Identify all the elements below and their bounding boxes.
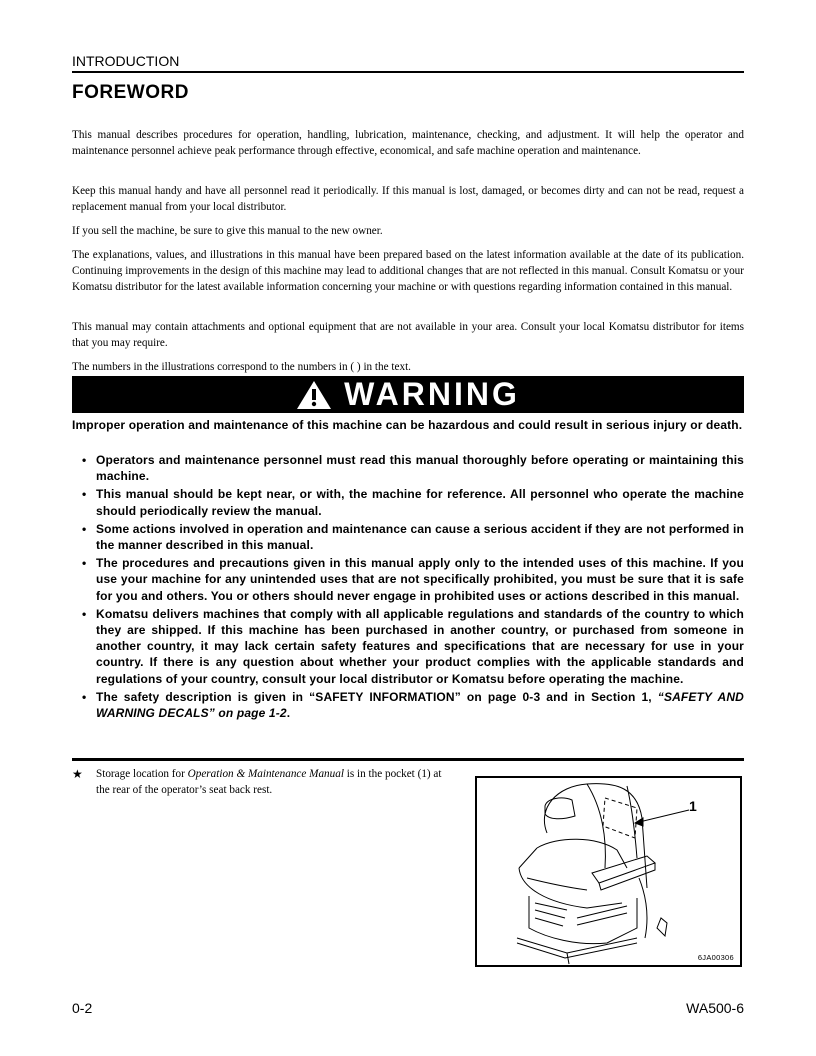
paragraph-numbers: The numbers in the illustrations correspond to the numbers in ( ) in the text. [72, 361, 411, 373]
warning-label: WARNING [344, 376, 520, 412]
paragraph-keep-handy: Keep this manual handy and have all personnel read it periodically. If this manual is lost, damaged, or becomes dirty and can not be read, request a replacement manual from your local distributor. [72, 185, 744, 213]
note-text-start: Storage location for [96, 768, 188, 780]
warning-bullet [72, 486, 744, 518]
note-text-end: is in the pocket (1) at the rear of the operator’s seat back rest. [96, 768, 442, 796]
figure-callout-number: 1 [689, 798, 697, 814]
warning-bullet [72, 521, 744, 553]
page-title: FOREWORD [72, 82, 189, 103]
storage-note [72, 766, 457, 798]
seat-figure [475, 776, 742, 967]
paragraph-explanations: The explanations, values, and illustrations in this manual have been prepared based on the latest information available at the date of its publication. Continuing improvements in the design of this machine may lead to additional changes that are not reflected in this manual. Consult Komatsu or your Komatsu distributor for the latest available information concerning your machine or with questions regarding information contained in this manual. [72, 249, 744, 293]
paragraph-attachments: This manual may contain attachments and optional equipment that are not available in your area. Consult your local Komatsu distributor for items that you may require. [72, 321, 744, 349]
footer-page-number: 0-2 [72, 1000, 93, 1016]
warning-intro: Improper operation and maintenance of this machine can be hazardous and could result in serious injury or death. [72, 418, 743, 432]
bullet-dot: • [82, 556, 87, 571]
bullet-dot: • [82, 606, 87, 621]
warning-bullet-list [72, 452, 744, 723]
warning-bottom-rule [72, 758, 744, 761]
safety-decals-reference: “SAFETY AND WARNING DECALS” on page 1-2 [96, 689, 744, 721]
bullet-text: Komatsu delivers machines that comply with all applicable regulations and standards of the country to which they are shipped. If this machine has been purchased in another country, or purchased from someone in another country, it may lack certain safety features and specifications that are necessary for use in your country. If there is any question about whether your product complies with the applicable standards and regulations of your country, consult your local distributor or Komatsu before operating the machine. [96, 606, 744, 686]
bullet-text: The safety description is given in “SAFETY INFORMATION” on page 0-3 and in Section 1, [96, 689, 658, 704]
bullet-dot: • [82, 453, 87, 467]
bullet-text-end: . [286, 706, 291, 721]
figure-code: 6JA00306 [697, 953, 734, 962]
warning-bullet [72, 606, 744, 687]
footer-model: WA500-6 [686, 1000, 744, 1016]
bullet-text: The procedures and precautions given in this manual apply only to the intended uses of this machine. If you use your machine for any unintended uses that are not specifically prohibited, you must be sure that it is safe for you and others. You or others should never engage in prohibited uses or actions described in this manual. [96, 556, 744, 603]
bullet-dot: • [82, 487, 87, 502]
warning-bullet [72, 452, 744, 484]
warning-triangle-icon [296, 380, 332, 410]
bullet-dot: • [82, 521, 87, 536]
operator-seat-illustration-icon [477, 778, 740, 965]
section-header: INTRODUCTION [72, 53, 180, 69]
warning-bullet [72, 555, 744, 604]
paragraph-sell-machine: If you sell the machine, be sure to give this manual to the new owner. [72, 225, 383, 237]
star-icon: ★ [72, 767, 83, 781]
manual-title-reference: Operation & Maintenance Manual [187, 768, 344, 780]
bullet-text: Some actions involved in operation and maintenance can cause a serious accident if they are not performed in the manner described in this manual. [96, 521, 744, 553]
note-text [96, 766, 457, 798]
warning-bar [72, 376, 744, 413]
paragraph-purpose: This manual describes procedures for operation, handling, lubrication, maintenance, checking, and adjustment. It will help the operator and maintenance personnel achieve peak performance through effective, economical, and safe machine operation and maintenance. [72, 129, 744, 157]
bullet-text: Operators and maintenance personnel must read this manual thoroughly before operating or maintaining this machine. [96, 453, 744, 484]
header-rule [72, 71, 744, 73]
bullet-dot: • [82, 689, 87, 704]
warning-bullet-safety-reference [72, 689, 744, 721]
bullet-text: This manual should be kept near, or with, the machine for reference. All personnel who operate the machine should periodically review the manual. [96, 487, 744, 518]
